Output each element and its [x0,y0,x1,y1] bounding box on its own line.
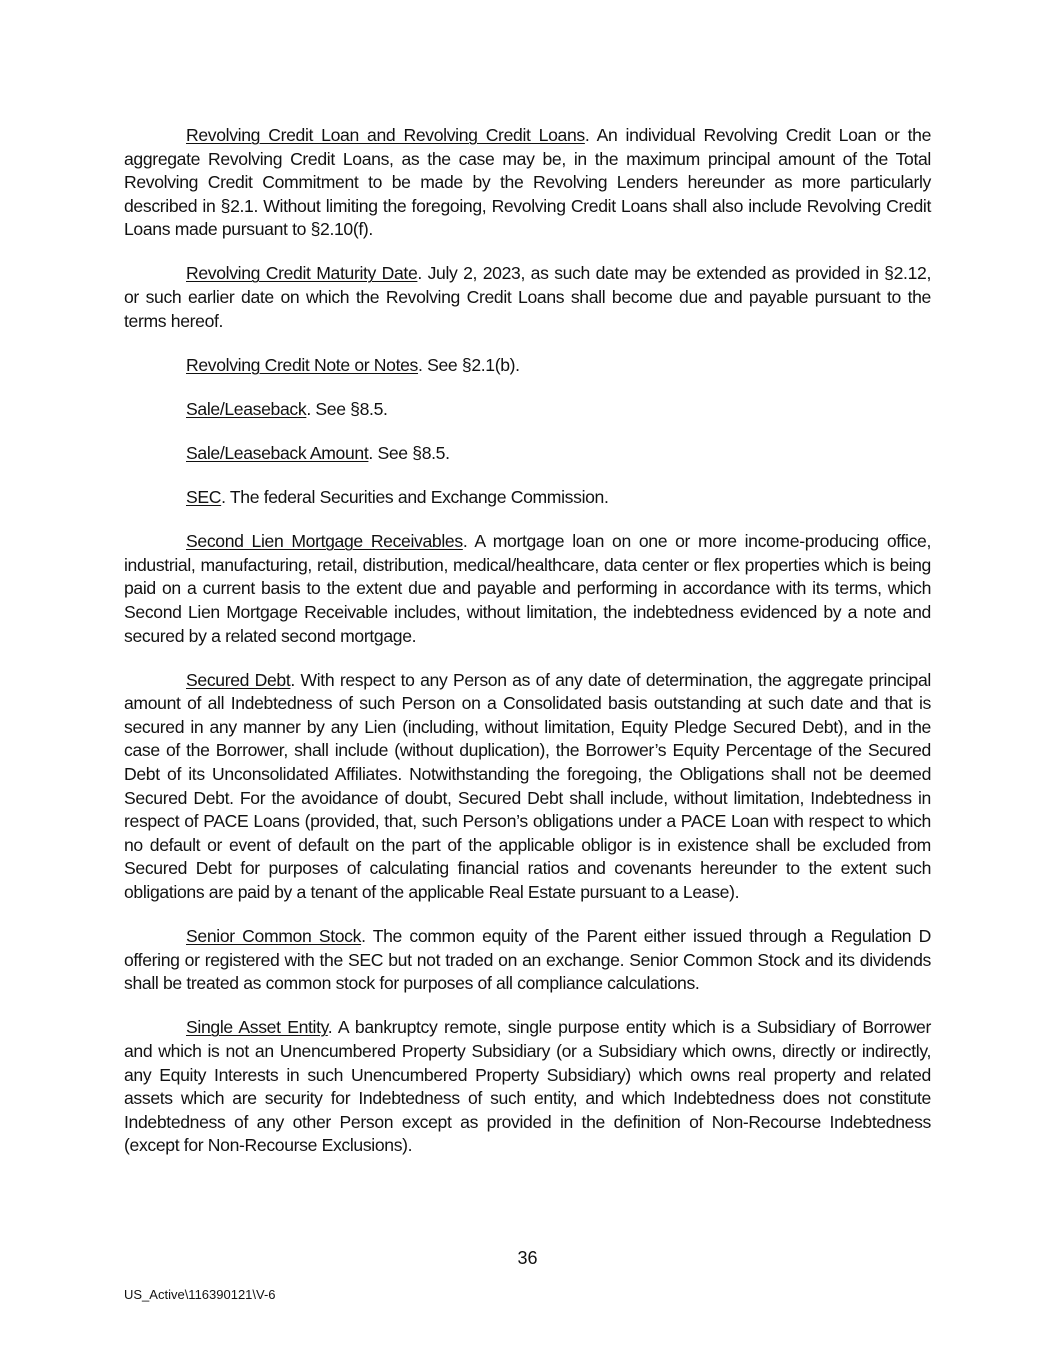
definition-text: A bankruptcy remote, single purpose entity which is a Subsidiary of Borrower and which is not an Unencumbered Property Subsidiary (or a Subsidiary which owns, directly or indirectly, any Equity Interests in such Unencumbered Property Subsidiary) which owns real property and related assets which are security for Indebtedness of such entity, and which Indebtedness does not constitute Indebtedness of any other Person except as provided in the definition of Non-Recourse Indebtedness (except for Non-Recourse Exclusions). [124,1017,931,1156]
definition-text: See §2.1(b). [427,354,520,375]
definition-revolving-credit-loan [124,124,931,242]
defined-term: Single Asset Entity [186,1017,328,1038]
definition-revolving-credit-note [124,354,931,378]
defined-term: Revolving Credit Note or Notes [186,354,419,375]
term-separator: . [306,398,316,419]
definition-sec [124,486,931,510]
defined-term: Senior Common Stock [186,926,362,947]
definition-second-lien-mortgage-receivables [124,530,931,648]
definition-single-asset-entity [124,1016,931,1158]
definition-sale-leaseback [124,398,931,422]
definition-text: See §8.5. [377,442,450,463]
term-separator: . [221,487,230,508]
definition-text: A mortgage loan on one or more income-producing office, industrial, manufacturing, retail, distribution, medical/healthcare, data center or flex properties which is being paid on a current basis to the extent due and payable and performing in accordance with its terms, which Second Lien Mortgage Receivable includes, without limitation, the indebtedness evidenced by a note and secured by a related second mortgage. [124,531,931,646]
defined-term: Sale/Leaseback Amount [186,442,369,463]
document-body [124,124,931,1178]
defined-term: Revolving Credit Loan and Revolving Credit Loans [186,125,585,145]
defined-term: Sale/Leaseback [186,398,307,419]
defined-term: Secured Debt [186,669,291,690]
term-separator: . [462,531,475,552]
definition-text: With respect to any Person as of any date of determination, the aggregate principal amount of all Indebtedness of such Person on a Consolidated basis outstanding at such date and that is secured in any manner by any Lien (including, without limitation, Equity Pledge Secured Debt), and in the case of the Borrower, shall include (without duplication), the Borrower’s Equity Percentage of the Secured Debt of its Unconsolidated Affiliates. Notwithstanding the foregoing, the Obligations shall not be deemed Secured Debt. For the avoidance of doubt, Secured Debt shall include, without limitation, Indebtedness in respect of PACE Loans (provided, that, such Person’s obligations under a PACE Loan with respect to which no default or event of default on the part of the applicable obligor is in existence shall be excluded from Secured Debt for purposes of calculating financial ratios and covenants hereunder to the extent such obligations are paid by a tenant of the applicable Real Estate pursuant to a Lease). [124,669,931,902]
term-separator: . [417,263,428,284]
definition-secured-debt [124,669,931,905]
term-separator: . [290,669,301,690]
page-number: 36 [517,1248,538,1268]
term-separator: . [361,926,373,947]
definition-revolving-credit-maturity-date [124,262,931,333]
definition-senior-common-stock [124,925,931,996]
definition-sale-leaseback-amount [124,442,931,466]
definition-text: The common equity of the Parent either issued through a Regulation D offering or registered with the SEC but not traded on an exchange. Senior Common Stock and its dividends shall be treated as common stock for purposes of all compliance calculations. [124,926,931,994]
document-id-footer: US_Active\116390121\V-6 [124,1287,276,1302]
defined-term: Second Lien Mortgage Receivables [186,531,463,552]
term-separator: . [584,125,597,145]
term-separator: . [368,442,378,463]
definition-text: July 2, 2023, as such date may be extended as provided in §2.12, or such earlier date on which the Revolving Credit Loans shall become due and payable pursuant to the terms hereof. [124,263,931,331]
term-separator: . [418,354,428,375]
definition-text: An individual Revolving Credit Loan or the aggregate Revolving Credit Loans, as the case may be, in the maximum principal amount of the Total Revolving Credit Commitment to be made by the Revolving Lenders hereunder as more particularly described in §2.1. Without limiting the foregoing, Revolving Credit Loans shall also include Revolving Credit Loans made pursuant to §2.10(f). [124,125,932,240]
definition-text: The federal Securities and Exchange Commission. [229,487,609,508]
definition-text: See §8.5. [315,398,388,419]
defined-term: Revolving Credit Maturity Date [186,263,418,284]
term-separator: . [327,1017,338,1038]
defined-term: SEC [186,487,222,508]
